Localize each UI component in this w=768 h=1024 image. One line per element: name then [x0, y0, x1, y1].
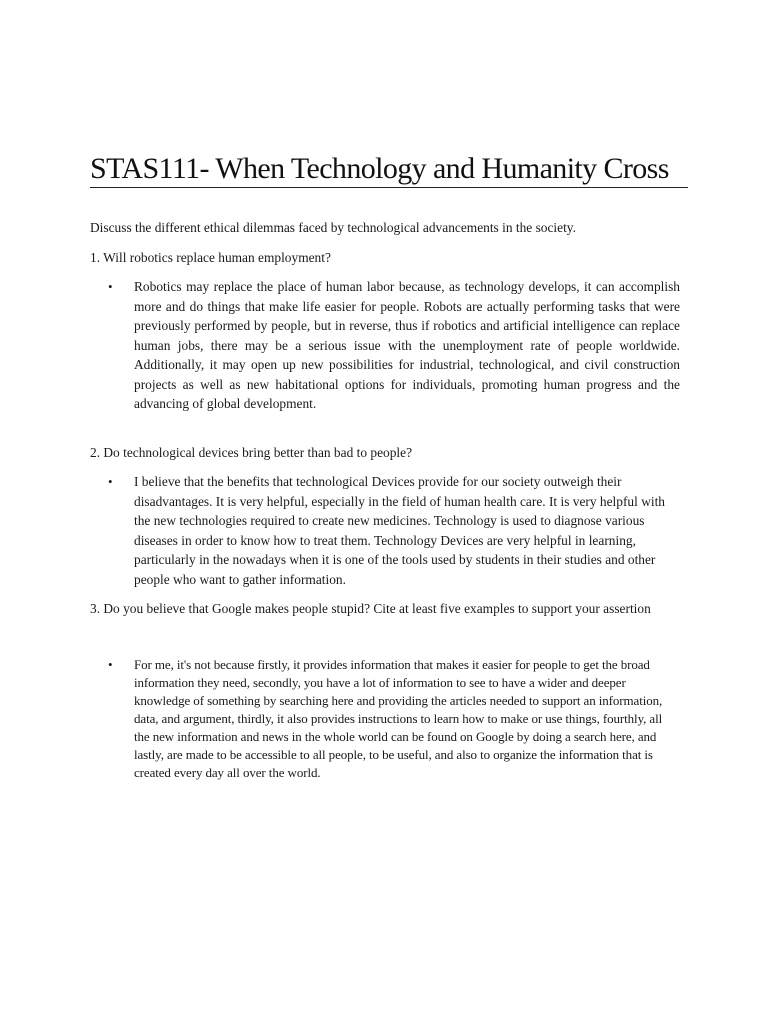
- answer-2-bullet: [108, 472, 680, 589]
- bullet-icon: •: [108, 279, 113, 294]
- answer-1-text: Robotics may replace the place of human labor because, as technology develops, it can accomplish more and do things that make life easier for people. Robots are actually performing tasks that were previously performed by people, but in reverse, thus if robotics and artificial intelligence can replace human jobs, there may be a serious issue with the unemployment rate of people worldwide. Additionally, it may open up new possibilities for industrial, technological, and civil construction projects as well as new habitational options for individuals, promoting human progress and the advancing of global development.: [134, 279, 680, 411]
- question-1: 1. Will robotics replace human employment?: [90, 250, 331, 265]
- answer-3-text: For me, it's not because firstly, it provides information that makes it easier for people to get the broad information they need, secondly, you have a lot of information to see to have a wider and deeper knowledge of something by searching here and providing the articles needed to support an information, data, and argument, thirdly, it also provides instructions to learn how to make or use things, fourthly, all the new information and news in the whole world can be found on Google by doing a search here, and lastly, are made to be accessible to all people, to be useful, and also to organize the information that is created every day all over the world.: [134, 657, 663, 780]
- title-underline: [90, 187, 688, 188]
- question-2: 2. Do technological devices bring better than bad to people?: [90, 445, 413, 460]
- answer-1-bullet: [108, 277, 680, 414]
- intro-paragraph: Discuss the different ethical dilemmas faced by technological advancements in the society.: [90, 220, 576, 235]
- bullet-icon: •: [108, 474, 113, 489]
- page-title: STAS111- When Technology and Humanity Cross: [90, 152, 669, 185]
- answer-2-text: I believe that the benefits that technological Devices provide for our society outweigh their disadvantages. It is very helpful, especially in the field of human health care. It is very helpful with the new technologies required to create new medicines. Technology is used to diagnose various diseases in order to know how to treat them. Technology Devices are very helpful in learning, particularly in the nowadays when it is one of the tools used by students in their studies and other people who want to gather information.: [134, 474, 665, 587]
- question-3: 3. Do you believe that Google makes people stupid? Cite at least five examples to support your assertion: [90, 601, 651, 616]
- answer-3-bullet: [108, 656, 680, 782]
- bullet-icon: •: [108, 657, 113, 672]
